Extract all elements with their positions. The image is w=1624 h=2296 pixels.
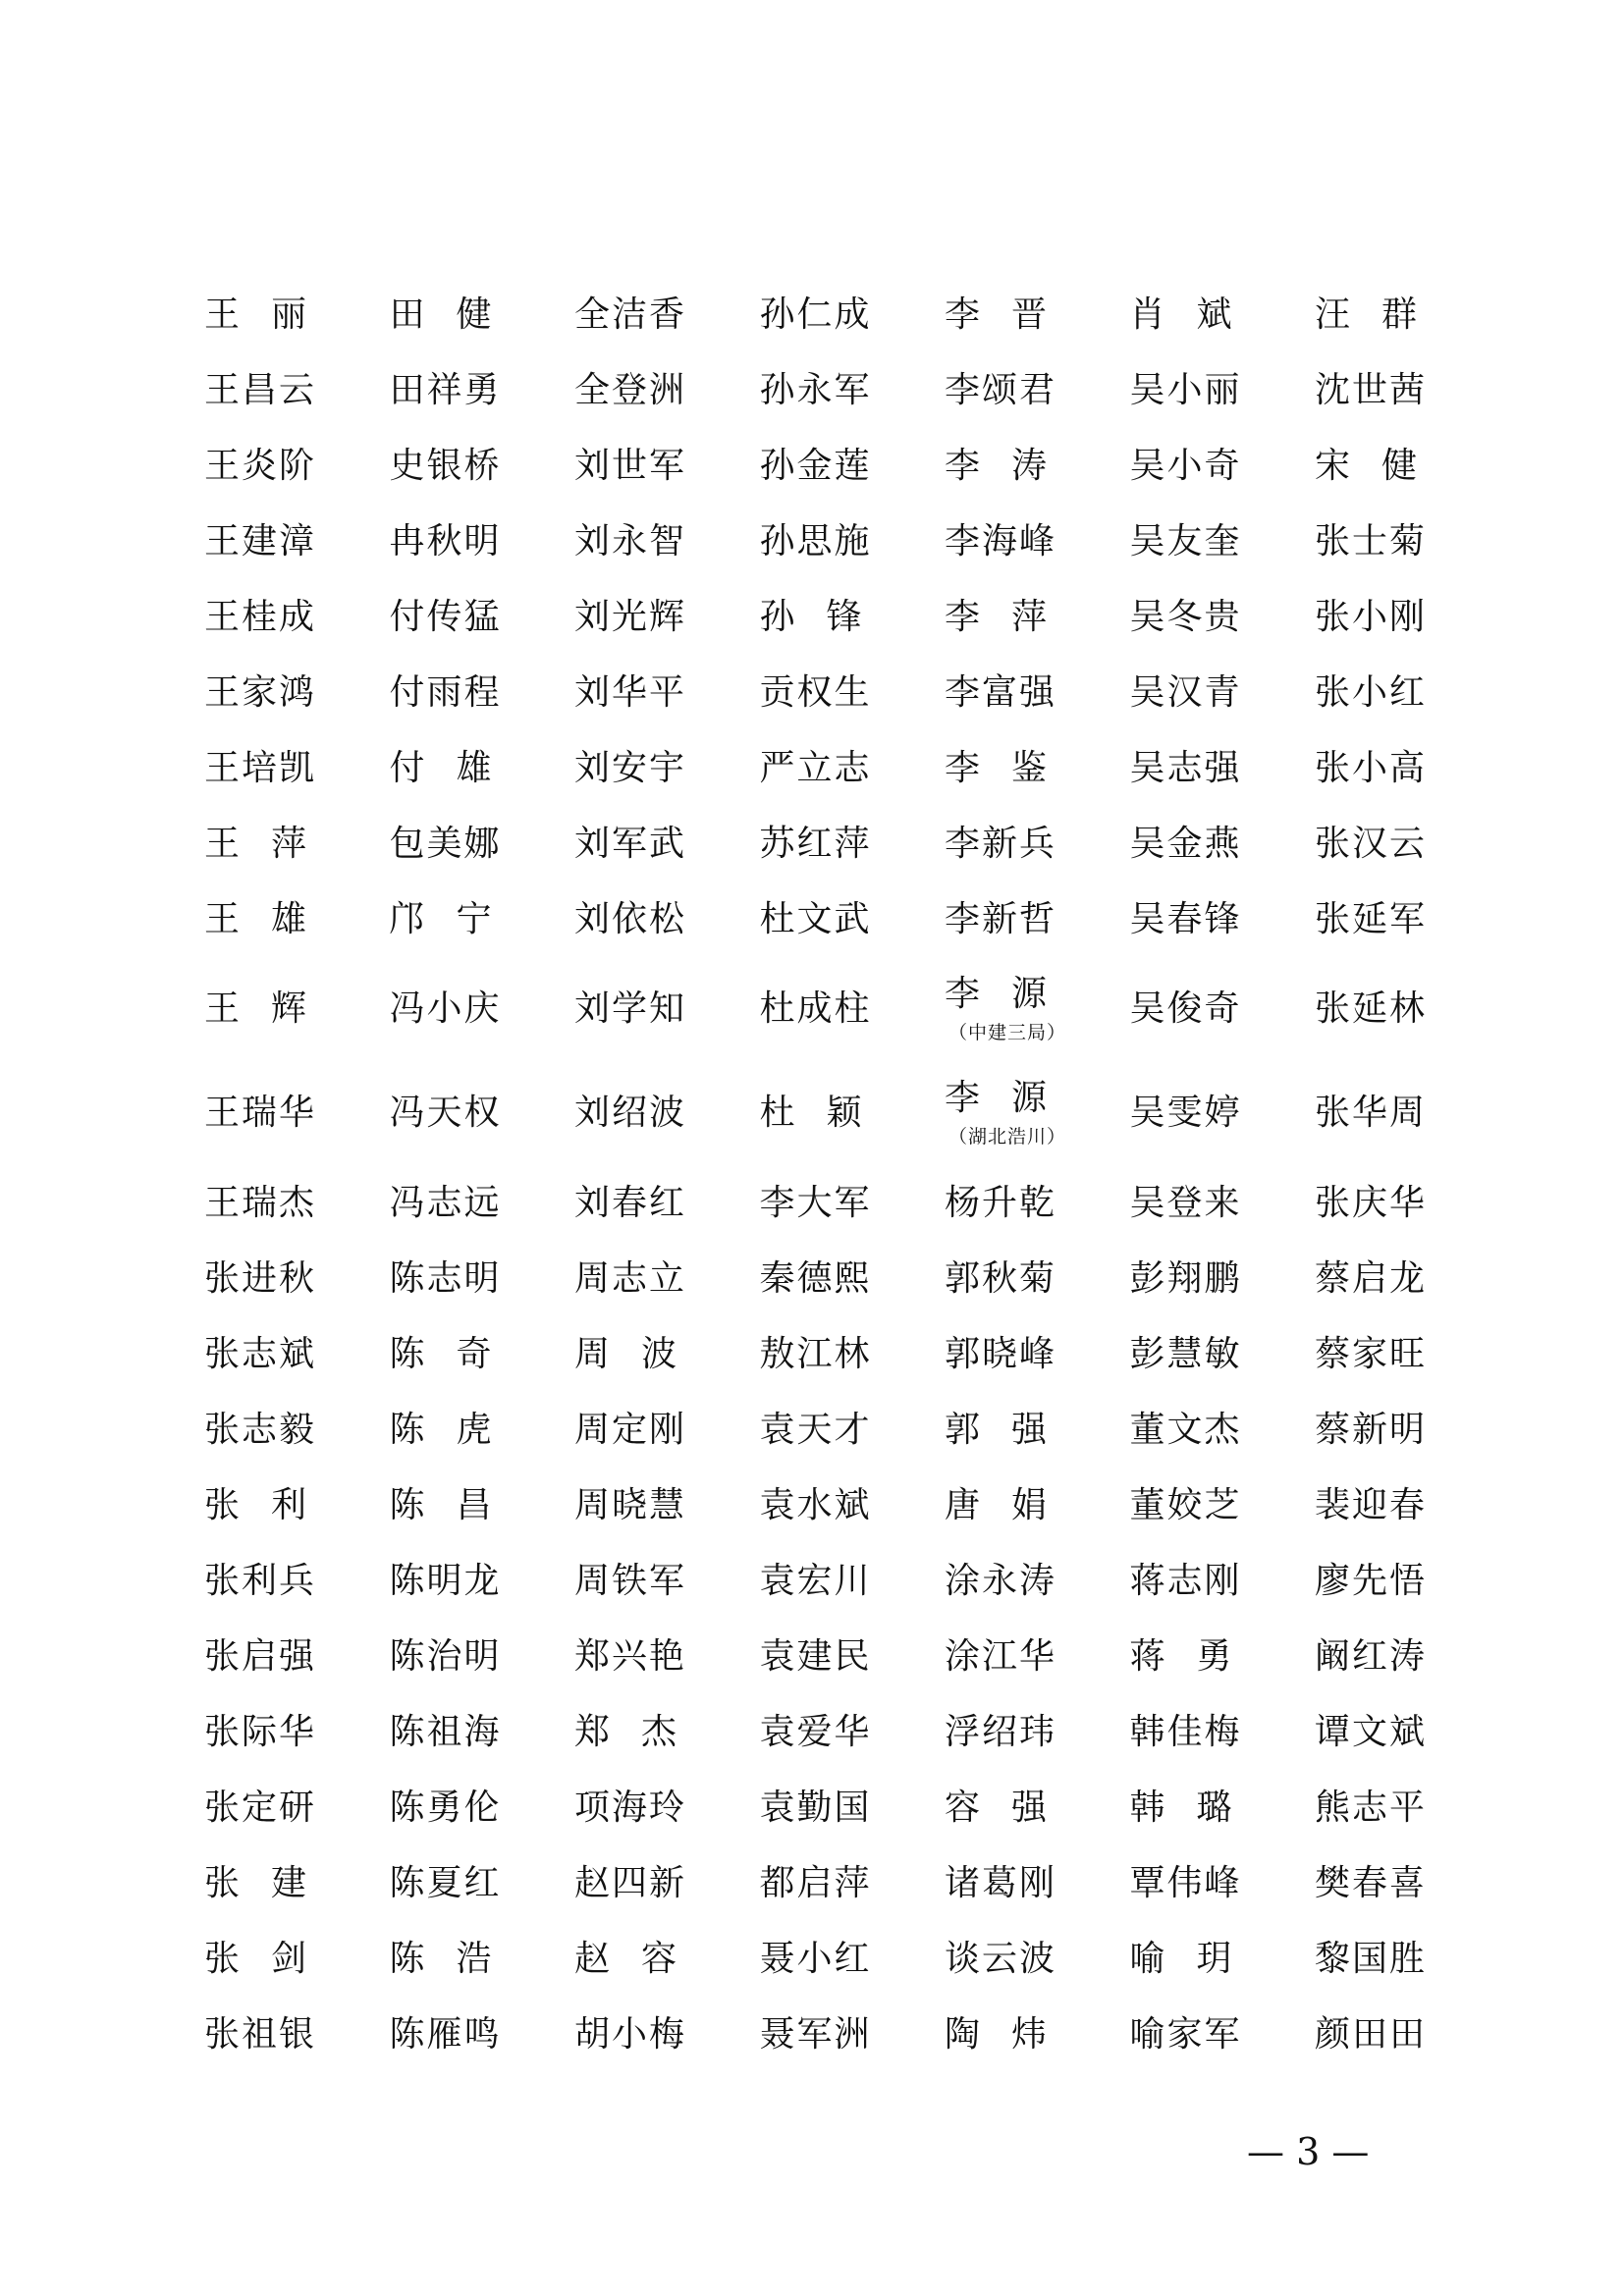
name-cell: 吴雯婷 (1129, 1093, 1242, 1133)
name-cell: 谭文斌 (1315, 1711, 1428, 1752)
name-cell: 张进秋 (204, 1257, 317, 1299)
name-cell: 周定刚 (574, 1409, 687, 1450)
name-cell: 秦德熙 (759, 1257, 872, 1299)
name-cell: 彭慧敏 (1129, 1333, 1242, 1374)
name-cell: 孙仁成 (759, 294, 872, 335)
name-cell: 包美娜 (389, 823, 502, 864)
name-row (204, 957, 1451, 1061)
name-cell: 韩佳梅 (1129, 1711, 1242, 1752)
name-row (204, 730, 1451, 806)
name-cell: 张小高 (1315, 747, 1428, 788)
affiliation-note: （中建三局） (948, 1021, 1067, 1043)
affiliation-note: （湖北浩川） (948, 1125, 1067, 1148)
name-cell: 李涛 (945, 445, 1079, 486)
name-row (204, 428, 1451, 504)
name-row (204, 1468, 1451, 1543)
name-cell: 全洁香 (574, 294, 687, 335)
name-row (204, 1392, 1451, 1468)
name-cell: 阚红涛 (1315, 1635, 1428, 1677)
name-cell: 陈志明 (389, 1257, 502, 1299)
name-cell: 刘军武 (574, 823, 687, 864)
name-cell: 张延军 (1315, 898, 1428, 939)
name-cell: 蔡启龙 (1315, 1257, 1428, 1299)
name-row (204, 806, 1451, 881)
name-cell: 邝宁 (389, 898, 523, 939)
name-cell: 张祖银 (204, 2013, 317, 2055)
name-cell: 王瑞华 (204, 1093, 317, 1133)
name-cell: 付雨程 (389, 671, 502, 713)
name-cell: 沈世茜 (1315, 369, 1428, 410)
name-cell: 吴春锋 (1129, 898, 1242, 939)
name-cell: 陈明龙 (389, 1560, 502, 1601)
name-cell: 赵四新 (574, 1862, 687, 1903)
name-cell: 喻玥 (1129, 1938, 1264, 1979)
name-cell: 袁宏川 (759, 1560, 872, 1601)
name-row (204, 1061, 1451, 1165)
name-cell: 吴登来 (1129, 1182, 1242, 1223)
name-cell: 陶炜 (945, 2013, 1079, 2055)
name-cell: 吴小丽 (1129, 369, 1242, 410)
name-cell: 宋健 (1315, 445, 1449, 486)
name-cell: 陈虎 (389, 1409, 523, 1450)
name-cell: 谈云波 (945, 1938, 1057, 1979)
name-cell: 蔡家旺 (1315, 1333, 1428, 1374)
name-cell: 周铁军 (574, 1560, 687, 1601)
name-cell: 吴金燕 (1129, 823, 1242, 864)
name-cell: 李富强 (945, 671, 1057, 713)
name-cell: 胡小梅 (574, 2013, 687, 2055)
name-cell: 张华周 (1315, 1093, 1428, 1133)
name-cell: 田祥勇 (389, 369, 502, 410)
name-cell: 袁勤国 (759, 1787, 872, 1828)
name-cell: 孙思施 (759, 520, 872, 561)
names-grid (204, 277, 1451, 2072)
name-cell (945, 1077, 1130, 1148)
name-row (204, 1845, 1451, 1921)
name-cell: 董文杰 (1129, 1409, 1242, 1450)
name-cell: 袁爱华 (759, 1711, 872, 1752)
name-cell: 周志立 (574, 1257, 687, 1299)
name-cell: 张志毅 (204, 1409, 317, 1450)
name-row (204, 1165, 1451, 1241)
name-cell: 吴友奎 (1129, 520, 1242, 561)
name-cell: 吴小奇 (1129, 445, 1242, 486)
name-cell: 董姣芝 (1129, 1484, 1242, 1525)
name-row (204, 1921, 1451, 1997)
name-cell: 刘永智 (574, 520, 687, 561)
name-row (204, 655, 1451, 730)
name-cell: 张汉云 (1315, 823, 1428, 864)
name-cell: 张建 (204, 1862, 339, 1903)
name-cell: 项海玲 (574, 1787, 687, 1828)
name-cell: 陈勇伦 (389, 1787, 502, 1828)
name-cell: 张启强 (204, 1635, 317, 1677)
name-cell: 张小刚 (1315, 596, 1428, 637)
name-row (204, 1997, 1451, 2072)
name-cell: 吴俊奇 (1129, 988, 1242, 1029)
name-cell: 孙锋 (759, 596, 893, 637)
name-cell: 张定研 (204, 1787, 317, 1828)
name-cell: 裴迎春 (1315, 1484, 1428, 1525)
name-cell: 覃伟峰 (1129, 1862, 1242, 1903)
name-cell: 吴汉青 (1129, 671, 1242, 713)
name-cell: 付传猛 (389, 596, 502, 637)
name-cell: 杜成柱 (759, 988, 872, 1029)
name-cell: 冯小庆 (389, 988, 502, 1029)
name-cell: 蒋志刚 (1129, 1560, 1242, 1601)
name-cell: 李新哲 (945, 898, 1057, 939)
name-cell: 杜文武 (759, 898, 872, 939)
name-cell: 陈祖海 (389, 1711, 502, 1752)
name-cell: 黎国胜 (1315, 1938, 1428, 1979)
name-row (204, 1241, 1451, 1316)
name-cell: 陈昌 (389, 1484, 523, 1525)
name-cell: 吴志强 (1129, 747, 1242, 788)
name-cell: 蒋勇 (1129, 1635, 1264, 1677)
name-cell: 王培凯 (204, 747, 317, 788)
name-cell: 张延林 (1315, 988, 1428, 1029)
name-cell: 王家鸿 (204, 671, 317, 713)
name-cell: 王萍 (204, 823, 339, 864)
name-cell: 熊志平 (1315, 1787, 1428, 1828)
name-cell: 李大军 (759, 1182, 872, 1223)
name-cell: 张士菊 (1315, 520, 1428, 561)
name-cell: 王丽 (204, 294, 339, 335)
name-cell: 贡权生 (759, 671, 872, 713)
name-cell: 冯天权 (389, 1093, 502, 1133)
name-cell (945, 973, 1130, 1043)
name-cell: 肖斌 (1129, 294, 1264, 335)
name-cell: 郭晓峰 (945, 1333, 1057, 1374)
name-cell: 聂军洲 (759, 2013, 872, 2055)
name-row (204, 1316, 1451, 1392)
name-cell: 陈雁鸣 (389, 2013, 502, 2055)
name-row (204, 504, 1451, 579)
name-cell: 王辉 (204, 988, 339, 1029)
name-cell: 史银桥 (389, 445, 502, 486)
name-cell: 刘华平 (574, 671, 687, 713)
name-cell: 敖江林 (759, 1333, 872, 1374)
name-cell: 都启萍 (759, 1862, 872, 1903)
name-cell: 付雄 (389, 747, 523, 788)
name-cell: 周波 (574, 1333, 709, 1374)
name-cell: 王建漳 (204, 520, 317, 561)
name-cell: 苏红萍 (759, 823, 872, 864)
page-number: — 3 — (1247, 2130, 1370, 2173)
name-cell: 浮绍玮 (945, 1711, 1057, 1752)
name-row (204, 352, 1451, 428)
name-cell: 容强 (945, 1787, 1079, 1828)
name-cell: 唐娟 (945, 1484, 1079, 1525)
name-row (204, 1694, 1451, 1770)
name-cell: 李鉴 (945, 747, 1079, 788)
name-cell: 李颂君 (945, 369, 1057, 410)
name-cell: 周晓慧 (574, 1484, 687, 1525)
name-cell: 王昌云 (204, 369, 317, 410)
name-cell: 张利 (204, 1484, 339, 1525)
name-cell: 李海峰 (945, 520, 1057, 561)
name-cell: 张际华 (204, 1711, 317, 1752)
name-cell: 王桂成 (204, 596, 317, 637)
name-cell: 杜颖 (759, 1093, 893, 1133)
name-cell: 吴冬贵 (1129, 596, 1242, 637)
name-cell: 涂江华 (945, 1635, 1057, 1677)
name-cell: 刘世军 (574, 445, 687, 486)
name-cell: 廖先悟 (1315, 1560, 1428, 1601)
name-row (204, 1770, 1451, 1845)
name-cell: 赵容 (574, 1938, 709, 1979)
name-cell: 聂小红 (759, 1938, 872, 1979)
name-cell: 涂永涛 (945, 1560, 1057, 1601)
name-cell: 郭秋菊 (945, 1257, 1057, 1299)
name-cell: 彭翔鹏 (1129, 1257, 1242, 1299)
name-cell: 张利兵 (204, 1560, 317, 1601)
name-cell: 陈奇 (389, 1333, 523, 1374)
name-cell: 冉秋明 (389, 520, 502, 561)
name-cell: 李萍 (945, 596, 1079, 637)
name-cell: 严立志 (759, 747, 872, 788)
name-cell: 刘光辉 (574, 596, 687, 637)
name-row (204, 1543, 1451, 1619)
name-cell: 陈治明 (389, 1635, 502, 1677)
name-cell: 袁水斌 (759, 1484, 872, 1525)
name-cell: 孙永军 (759, 369, 872, 410)
name-cell: 袁天才 (759, 1409, 872, 1450)
name-row (204, 277, 1451, 352)
name-cell: 郑杰 (574, 1711, 709, 1752)
name-row (204, 579, 1451, 655)
name-cell: 韩璐 (1129, 1787, 1264, 1828)
name-cell: 王瑞杰 (204, 1182, 317, 1223)
name-cell: 樊春喜 (1315, 1862, 1428, 1903)
name-cell: 王炎阶 (204, 445, 317, 486)
name-cell: 刘安宇 (574, 747, 687, 788)
name-cell: 汪群 (1315, 294, 1449, 335)
name-cell: 袁建民 (759, 1635, 872, 1677)
name-cell: 李新兵 (945, 823, 1057, 864)
name-row (204, 881, 1451, 957)
person-name: 李源 (945, 1077, 1079, 1118)
name-cell: 刘绍波 (574, 1093, 687, 1133)
name-cell: 张小红 (1315, 671, 1428, 713)
name-cell: 喻家军 (1129, 2013, 1242, 2055)
name-cell: 王雄 (204, 898, 339, 939)
name-cell: 张庆华 (1315, 1182, 1428, 1223)
name-cell: 孙金莲 (759, 445, 872, 486)
name-cell: 张剑 (204, 1938, 339, 1979)
name-row (204, 1619, 1451, 1694)
name-cell: 蔡新明 (1315, 1409, 1428, 1450)
name-cell: 刘春红 (574, 1182, 687, 1223)
name-cell: 刘学知 (574, 988, 687, 1029)
name-cell: 冯志远 (389, 1182, 502, 1223)
name-cell: 颜田田 (1315, 2013, 1428, 2055)
name-cell: 郑兴艳 (574, 1635, 687, 1677)
name-cell: 田健 (389, 294, 523, 335)
name-cell: 杨升乾 (945, 1182, 1057, 1223)
name-cell: 李晋 (945, 294, 1079, 335)
person-name: 李源 (945, 973, 1079, 1014)
name-cell: 全登洲 (574, 369, 687, 410)
name-cell: 陈浩 (389, 1938, 523, 1979)
name-cell: 张志斌 (204, 1333, 317, 1374)
name-cell: 郭强 (945, 1409, 1079, 1450)
name-cell: 刘依松 (574, 898, 687, 939)
name-cell: 陈夏红 (389, 1862, 502, 1903)
name-cell: 诸葛刚 (945, 1862, 1057, 1903)
